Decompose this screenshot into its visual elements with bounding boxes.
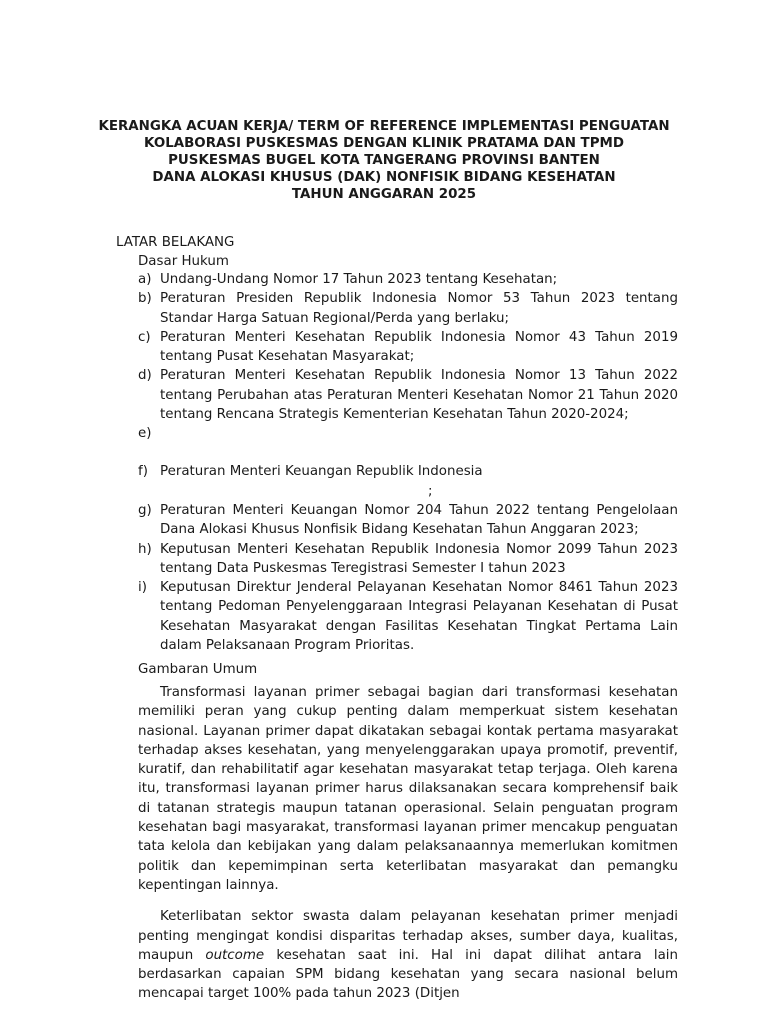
list-item-label: i) [138, 580, 147, 596]
paragraph-2-text-end: kesehatan saat ini. Hal ini dapat dilihat antara lain berdasarkan capaian SPM bidang kesehatan yang secara nasional belum mencapai target 100% pada tahun 2023 (Ditjen [138, 947, 678, 1002]
list-item-text: Keputusan Direktur Jenderal Pelayanan Kesehatan Nomor 8461 Tahun 2023 tentang Pedoman Penyelenggaraan Integrasi Pelayanan Kesehatan di Pusat Kesehatan Masyarakat dengan Fasilitas Kesehatan Tingkat Pertama Lain dalam Pelaksanaan Program Prioritas. [160, 580, 678, 654]
list-item-label: c) [138, 329, 151, 345]
list-item-text: Peraturan Menteri Kesehatan Republik Indonesia Nomor 13 Tahun 2022 tentang Perubahan atas Peraturan Menteri Kesehatan Nomor 21 Tahun 2020 tentang Rencana Strategis Kementerian Kesehatan Tahun 2020-2024; [160, 368, 678, 423]
document-title [0, 118, 768, 203]
list-item-label: h) [138, 541, 152, 557]
list-item [138, 540, 678, 579]
paragraph-2-emphasis: outcome [205, 947, 265, 963]
list-item-label: a) [138, 272, 152, 287]
title-line-5: TAHUN ANGGARAN 2025 [291, 187, 477, 202]
body-text [138, 683, 678, 1004]
list-item [138, 328, 678, 367]
list-item-label: e) [138, 426, 152, 442]
list-item-label: b) [138, 291, 152, 307]
list-item-text: Peraturan Menteri Keuangan Republik Indonesia [160, 464, 483, 480]
title-line-1: KERANGKA ACUAN KERJA/ TERM OF REFERENCE IMPLEMENTASI PENGUATAN [98, 119, 670, 134]
title-line-4: DANA ALOKASI KHUSUS (DAK) NONFISIK BIDANG KESEHATAN [152, 170, 616, 185]
list-item-label: d) [138, 368, 152, 384]
list-item [138, 289, 678, 328]
list-item-text: Undang-Undang Nomor 17 Tahun 2023 tentang Kesehatan; [160, 272, 558, 287]
list-item-trailing: ; [428, 483, 433, 499]
list-item [138, 270, 678, 289]
list-item [138, 501, 678, 540]
list-item-text: Peraturan Presiden Republik Indonesia Nomor 53 Tahun 2023 tentang Standar Harga Satuan Regional/Perda yang berlaku; [160, 291, 678, 326]
subsection-heading-gambaran-umum: Gambaran Umum [138, 662, 258, 677]
list-item [138, 424, 678, 462]
title-line-3: PUSKESMAS BUGEL KOTA TANGERANG PROVINSI BANTEN [168, 153, 600, 168]
paragraph-2 [138, 907, 678, 1003]
section-heading-latar-belakang: LATAR BELAKANG [116, 235, 235, 250]
paragraph-2-text-start: Keterlibatan sektor swasta dalam pelayanan kesehatan primer menjadi penting mengingat kondisi disparitas terhadap akses, sumber daya, kualitas, maupun [138, 909, 678, 963]
list-item-text: Peraturan Menteri Kesehatan Republik Indonesia Nomor 43 Tahun 2019 tentang Pusat Kesehatan Masyarakat; [160, 329, 678, 365]
list-item [138, 366, 678, 424]
list-item [138, 578, 678, 655]
list-item-text: Peraturan Menteri Keuangan Nomor 204 Tahun 2022 tentang Pengelolaan Dana Alokasi Khusus Nonfisik Bidang Kesehatan Tahun Anggaran 2023; [160, 502, 678, 538]
list-item-label: g) [138, 502, 152, 518]
legal-basis-list [138, 270, 678, 655]
list-item-label: f) [138, 464, 148, 480]
list-item-text: Keputusan Menteri Kesehatan Republik Indonesia Nomor 2099 Tahun 2023 tentang Data Puskesmas Teregistrasi Semester I tahun 2023 [160, 541, 678, 576]
list-item [138, 462, 678, 501]
subsection-heading-dasar-hukum: Dasar Hukum [138, 254, 229, 269]
title-line-2: KOLABORASI PUSKESMAS DENGAN KLINIK PRATAMA DAN TPMD [144, 136, 624, 151]
paragraph-1: Transformasi layanan primer sebagai bagian dari transformasi kesehatan memiliki peran yang cukup penting dalam memperkuat sistem kesehatan nasional. Layanan primer dapat dikatakan sebagai kontak pertama masyarakat terhadap akses kesehatan, yang menyelenggarakan upaya promotif, preventif, kuratif, dan rehabilitatif agar kesehatan masyarakat tetap terjaga. Oleh karena itu, transformasi layanan primer harus dilaksanakan secara komprehensif baik di tatanan strategis maupun tatanan operasional. Selain penguatan program kesehatan bagi masyarakat, transformasi layanan primer mencakup penguatan tata kelola dan kebijakan yang dalam pelaksanaannya memerlukan komitmen politik dan kepemimpinan serta keterlibatan masyarakat dan pemangku kepentingan lainnya. [138, 685, 678, 893]
